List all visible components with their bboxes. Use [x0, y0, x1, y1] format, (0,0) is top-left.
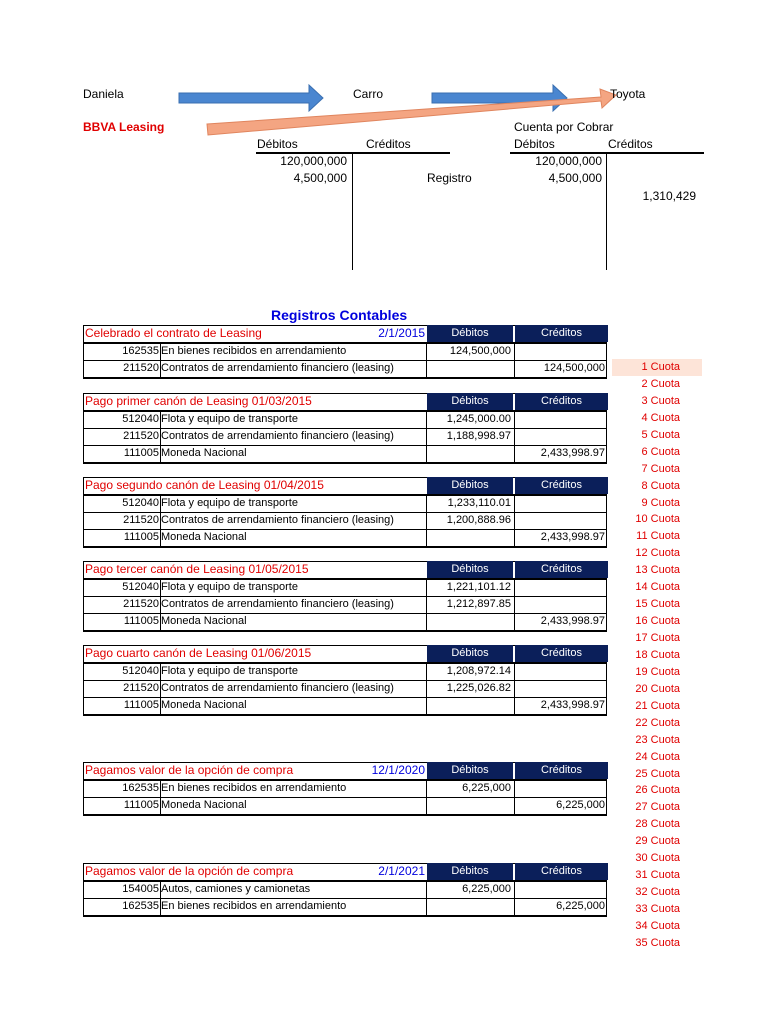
journal-entry [83, 393, 607, 464]
right-t-debitos: Débitos [514, 137, 555, 151]
cuota-item: 10 Cuota [635, 513, 680, 526]
account-description: Flota y equipo de transporte [161, 413, 298, 425]
left-t-value-2: 4,500,000 [293, 171, 347, 185]
account-code: 211520 [123, 598, 159, 610]
account-code: 512040 [122, 581, 159, 593]
cuota-item: 2 Cuota [641, 377, 680, 390]
account-description: Moneda Nacional [161, 699, 247, 711]
debit-value: 1,200,888.96 [446, 514, 511, 526]
account-code: 154005 [122, 883, 159, 895]
cuota-item: 7 Cuota [641, 462, 680, 475]
account-code: 111005 [123, 615, 159, 627]
table-row [83, 412, 607, 429]
account-code: 512040 [122, 413, 159, 425]
cuota-item: 22 Cuota [635, 716, 680, 729]
entry-date: 2/1/2015 [378, 326, 425, 340]
cuota-item: 12 Cuota [635, 547, 680, 560]
table-row [83, 513, 607, 530]
cuota-item: 32 Cuota [635, 886, 680, 899]
header-creditos: Créditos [515, 393, 608, 410]
journal-entry [83, 477, 607, 548]
account-description: En bienes recibidos en arrendamiento [161, 900, 347, 912]
cuota-item: 8 Cuota [641, 479, 680, 492]
account-code: 512040 [122, 497, 159, 509]
table-row [83, 446, 607, 464]
journal-entry [83, 325, 607, 379]
account-description: Flota y equipo de transporte [161, 581, 298, 593]
entry-header [83, 762, 607, 781]
header-creditos: Créditos [515, 477, 608, 494]
account-code: 111005 [123, 531, 159, 543]
cuota-item: 25 Cuota [635, 767, 680, 780]
account-description: Contratos de arrendamiento financiero (leasing) [161, 682, 394, 694]
section-title: Registros Contables [271, 307, 408, 323]
entry-header [83, 863, 607, 882]
account-description: Contratos de arrendamiento financiero (leasing) [161, 362, 394, 374]
entry-header [83, 561, 607, 580]
cuenta-por-cobrar-label: Cuenta por Cobrar [514, 120, 614, 134]
cuota-item: 30 Cuota [635, 852, 680, 865]
entry-title: Pago primer canón de Leasing 01/03/2015 [85, 394, 312, 408]
account-description: En bienes recibidos en arrendamiento [161, 782, 347, 794]
account-code: 111005 [123, 799, 159, 811]
account-code: 211520 [123, 514, 159, 526]
table-row [83, 664, 607, 681]
left-t-vertical [352, 152, 353, 270]
bbva-label: BBVA Leasing [83, 120, 165, 134]
right-t-value-2: 4,500,000 [548, 171, 602, 185]
account-code: 512040 [122, 665, 159, 677]
journal-entry [83, 645, 607, 716]
header-creditos: Créditos [515, 762, 608, 779]
cuota-item: 35 Cuota [635, 936, 680, 949]
entry-title: Pagamos valor de la opción de compra [85, 763, 294, 777]
header-debitos: Débitos [427, 645, 513, 662]
right-t-vertical [606, 152, 607, 270]
cuota-item: 24 Cuota [635, 750, 680, 763]
journal-entry [83, 762, 607, 816]
entry-title: Pago tercer canón de Leasing 01/05/2015 [85, 562, 309, 576]
debit-value: 1,245,000.00 [446, 413, 511, 425]
registro-label: Registro [427, 171, 472, 185]
table-row [83, 798, 607, 816]
entry-date: 12/1/2020 [371, 763, 425, 777]
cuotas-column [612, 359, 702, 952]
entry-title: Pagamos valor de la opción de compra [85, 864, 294, 878]
credit-value: 6,225,000 [556, 799, 605, 811]
cuota-item: 5 Cuota [641, 428, 680, 441]
credit-value: 124,500,000 [543, 362, 605, 374]
carro-label: Carro [353, 87, 384, 101]
account-description: Contratos de arrendamiento financiero (leasing) [161, 430, 394, 442]
credit-value: 6,225,000 [556, 900, 605, 912]
cuota-item: 16 Cuota [635, 615, 680, 628]
entry-header [83, 645, 607, 664]
table-row [83, 597, 607, 614]
credit-value: 2,433,998.97 [540, 699, 605, 711]
account-code: 162535 [122, 345, 159, 357]
table-row [83, 344, 607, 361]
account-description: Flota y equipo de transporte [161, 497, 298, 509]
cuota-item: 9 Cuota [641, 496, 680, 509]
debit-value: 6,225,000 [462, 883, 511, 895]
table-row [83, 429, 607, 446]
cuota-item: 13 Cuota [635, 564, 680, 577]
credit-value: 2,433,998.97 [540, 615, 605, 627]
arrow-daniela-carro [179, 85, 323, 111]
cuota-item: 1 Cuota [612, 359, 702, 376]
cuota-item: 21 Cuota [635, 699, 680, 712]
left-t-creditos: Créditos [366, 137, 411, 151]
cuota-item: 31 Cuota [635, 869, 680, 882]
header-debitos: Débitos [427, 325, 513, 342]
header-debitos: Débitos [427, 477, 513, 494]
header-creditos: Créditos [515, 561, 608, 578]
entry-date: 2/1/2021 [378, 864, 425, 878]
header-debitos: Débitos [427, 393, 513, 410]
entry-header [83, 393, 607, 412]
cuota-item: 6 Cuota [641, 445, 680, 458]
account-code: 111005 [123, 447, 159, 459]
header-debitos: Débitos [427, 561, 513, 578]
table-row [83, 698, 607, 716]
debit-value: 6,225,000 [462, 782, 511, 794]
cuota-item: 28 Cuota [635, 818, 680, 831]
cuota-item: 11 Cuota [636, 530, 680, 543]
right-t-creditos: Créditos [608, 137, 653, 151]
daniela-label: Daniela [83, 87, 124, 101]
cuota-item: 18 Cuota [635, 648, 680, 661]
cuota-item: 15 Cuota [635, 598, 680, 611]
cuota-item: 20 Cuota [635, 682, 680, 695]
right-t-credit-value: 1,310,429 [642, 189, 696, 203]
debit-value: 1,208,972.14 [446, 665, 511, 677]
account-description: Moneda Nacional [161, 447, 247, 459]
account-description: Flota y equipo de transporte [161, 665, 298, 677]
account-description: Autos, camiones y camionetas [161, 883, 311, 895]
entry-title: Pago cuarto canón de Leasing 01/06/2015 [85, 646, 312, 660]
cuota-item: 4 Cuota [641, 411, 680, 424]
account-code: 111005 [123, 699, 159, 711]
debit-value: 1,225,026.82 [446, 682, 511, 694]
cuota-item: 29 Cuota [635, 835, 680, 848]
account-description: En bienes recibidos en arrendamiento [161, 345, 347, 357]
header-debitos: Débitos [427, 762, 513, 779]
account-code: 211520 [123, 682, 159, 694]
account-code: 211520 [123, 362, 159, 374]
header-creditos: Créditos [515, 645, 608, 662]
entry-title: Pago segundo canón de Leasing 01/04/2015 [85, 478, 324, 492]
account-code: 211520 [123, 430, 159, 442]
cuota-item: 14 Cuota [635, 581, 680, 594]
table-row [83, 580, 607, 597]
left-t-value-1: 120,000,000 [280, 154, 347, 168]
account-code: 162535 [122, 782, 159, 794]
table-row [83, 530, 607, 548]
debit-value: 1,221,101.12 [446, 581, 511, 593]
account-description: Moneda Nacional [161, 615, 247, 627]
account-description: Moneda Nacional [161, 531, 247, 543]
debit-value: 124,500,000 [449, 345, 511, 357]
header-creditos: Créditos [515, 863, 608, 880]
credit-value: 2,433,998.97 [540, 447, 605, 459]
debit-value: 1,212,897.85 [446, 598, 511, 610]
cuota-item: 34 Cuota [635, 919, 680, 932]
cuota-item: 26 Cuota [635, 784, 680, 797]
table-row [83, 781, 607, 798]
journal-entry [83, 863, 607, 917]
journal-entry [83, 561, 607, 632]
cuota-item: 17 Cuota [635, 632, 680, 644]
cuota-item: 23 Cuota [635, 733, 680, 746]
table-row [83, 614, 607, 632]
header-creditos: Créditos [515, 325, 608, 342]
entry-title: Celebrado el contrato de Leasing [85, 326, 262, 340]
account-description: Moneda Nacional [161, 799, 247, 811]
debit-value: 1,188,998.97 [446, 430, 511, 442]
right-t-value-1: 120,000,000 [535, 154, 602, 168]
left-t-debitos: Débitos [257, 137, 298, 151]
account-description: Contratos de arrendamiento financiero (leasing) [161, 598, 394, 610]
entry-header [83, 477, 607, 496]
account-description: Contratos de arrendamiento financiero (leasing) [161, 514, 394, 526]
cuota-item: 19 Cuota [635, 665, 680, 678]
entry-header [83, 325, 607, 344]
cuota-item: 3 Cuota [641, 394, 680, 407]
table-row [83, 496, 607, 513]
cuota-item: 33 Cuota [635, 903, 680, 915]
table-row [83, 882, 607, 899]
table-row [83, 681, 607, 698]
credit-value: 2,433,998.97 [540, 531, 605, 543]
header-debitos: Débitos [427, 863, 513, 880]
account-code: 162535 [122, 900, 159, 912]
cuota-item: 27 Cuota [635, 801, 680, 814]
table-row [83, 361, 607, 379]
debit-value: 1,233,110.01 [447, 497, 511, 509]
toyota-label: Toyota [610, 87, 646, 101]
table-row [83, 899, 607, 917]
